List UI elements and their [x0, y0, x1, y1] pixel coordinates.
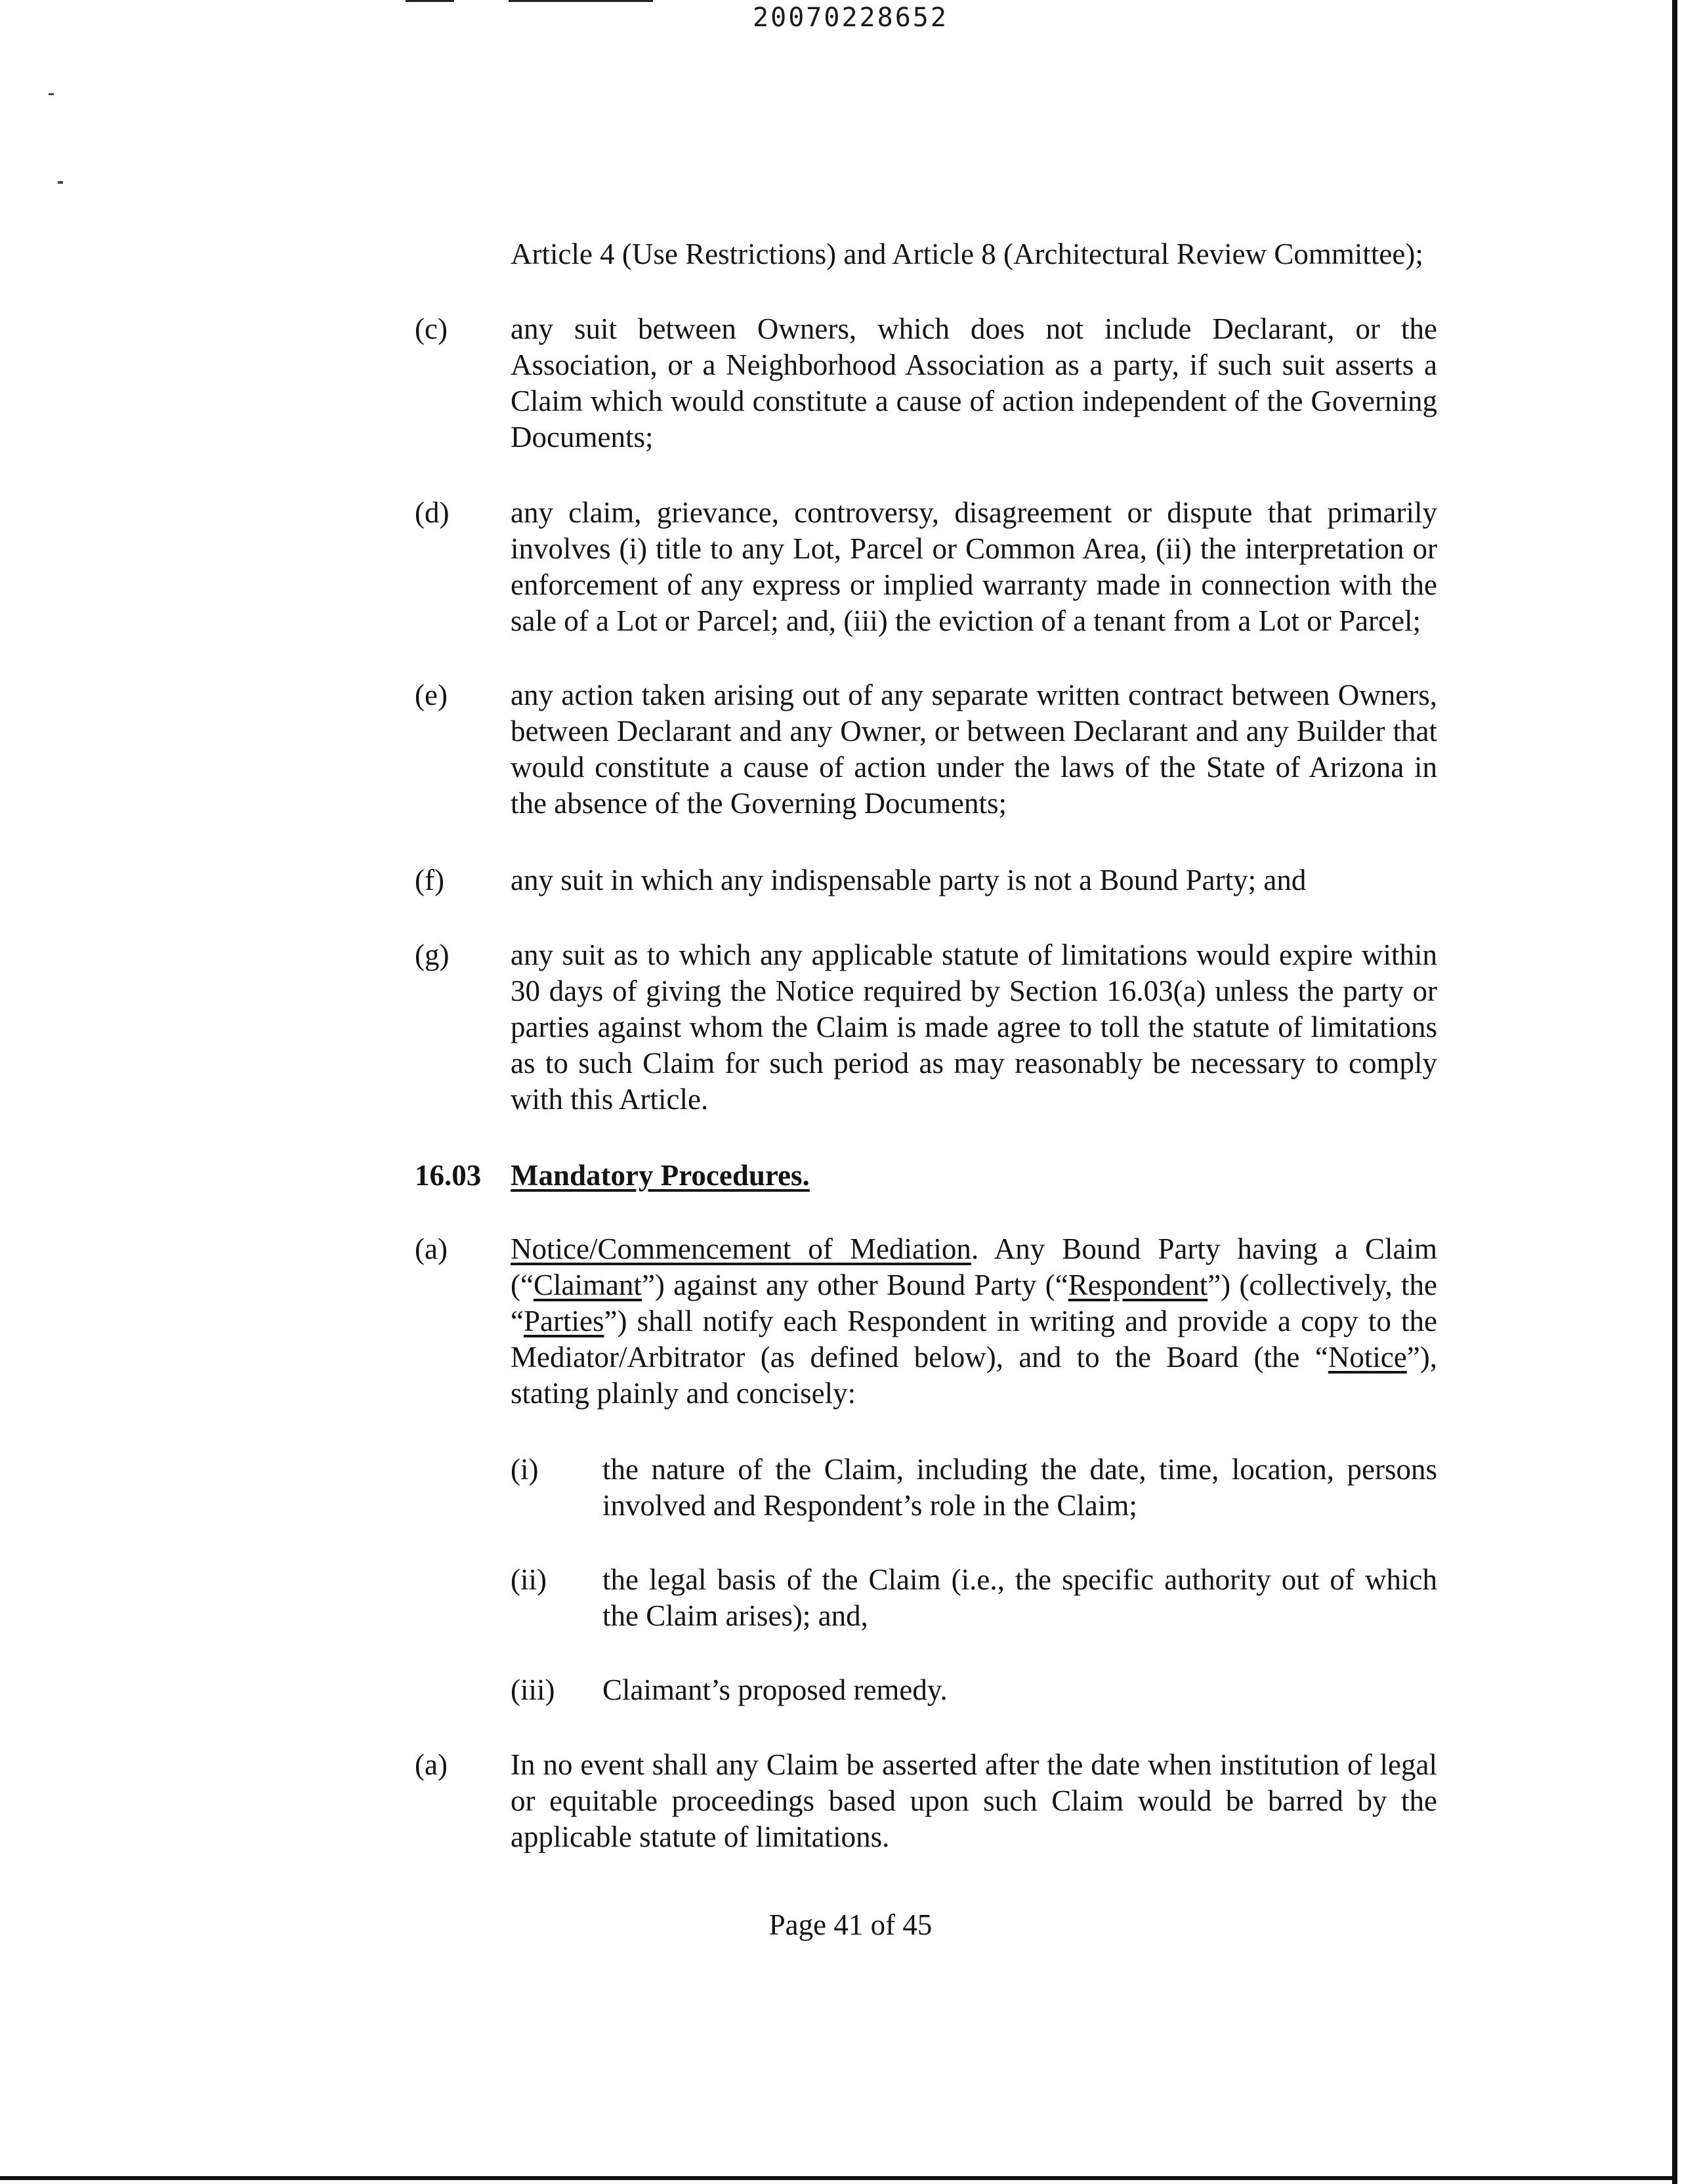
para-a-heading: Notice/Commencement of Mediation — [511, 1232, 971, 1265]
scan-page-edge-right — [1672, 0, 1677, 2184]
item-label-c: (c) — [415, 312, 448, 345]
para-a-text-part: ”) (collectively, the “ — [511, 1269, 1437, 1337]
item-text-c: any suit between Owners, which does not include Declarant, or the Association, or a Neighborhood Association as a party, if such suit asserts a Claim which would constitute a cause of action independent of the Governing Documents; — [511, 312, 1437, 453]
item-label-e: (e) — [415, 679, 448, 711]
item-text-e: any action taken arising out of any separate written contract between Owners, between Declarant and any Owner, or between Declarant and any Builder that would constitute a cause of action under the laws of the State of Arizona in the absence of the Governing Documents; — [511, 679, 1437, 820]
item-text-d: any claim, grievance, controversy, disagreement or dispute that primarily involves (i) title to any Lot, Parcel or Common Area, (ii) the interpretation or enforcement of any express or implied warranty made in connection with the sale of a Lot or Parcel; and, (iii) the eviction of a tenant from a Lot or Parcel; — [511, 496, 1437, 637]
section-title: Mandatory Procedures. — [511, 1159, 810, 1192]
scan-speck — [49, 93, 54, 95]
para-a2-text: In no event shall any Claim be asserted after the date when institution of legal or equitable proceedings based upon such Claim would be barred by the applicable statute of limitations. — [511, 1748, 1437, 1853]
scan-artifact-line — [509, 0, 653, 2]
carryover-line: Article 4 (Use Restrictions) and Article 8 (Architectural Review Committee); — [511, 238, 1423, 270]
para-a-text-part: ”) shall notify each Respondent in writing and provide a copy to the Mediator/Arbitrator (as defined below), and to the Board (the “ — [511, 1305, 1437, 1374]
document-number: 20070228652 — [753, 3, 948, 33]
subitem-label-ii: (ii) — [511, 1563, 547, 1596]
subitem-text-iii: Claimant’s proposed remedy. — [602, 1673, 948, 1706]
page-number: Page 41 of 45 — [768, 1908, 933, 1941]
scan-page-edge-bottom — [0, 2176, 1677, 2180]
scan-artifact-line — [406, 0, 454, 2]
item-text-g: any suit as to which any applicable statute of limitations would expire within 30 days of giving the Notice required by Section 16.03(a) unless the party or parties against whom the Claim is made agree to toll the statute of limitations as to such Claim for such period as may reasonably be necessary to comply with this Article. — [511, 938, 1437, 1116]
defined-term-respondent: Respondent — [1068, 1269, 1208, 1301]
subitem-text-ii: the legal basis of the Claim (i.e., the specific authority out of which the Claim arises); and, — [602, 1563, 1437, 1632]
para-a-label: (a) — [415, 1232, 448, 1265]
item-label-f: (f) — [415, 864, 444, 896]
section-number: 16.03 — [415, 1159, 482, 1192]
item-label-d: (d) — [415, 496, 450, 529]
para-a-text — [511, 1231, 1437, 1412]
para-a-text-part: ”), stating plainly and concisely: — [511, 1341, 1437, 1410]
para-a2-label: (a) — [415, 1748, 448, 1781]
item-label-g: (g) — [415, 938, 450, 971]
scan-speck — [58, 181, 63, 184]
defined-term-claimant: Claimant — [533, 1269, 642, 1301]
subitem-label-i: (i) — [511, 1453, 539, 1486]
subitem-text-i: the nature of the Claim, including the date, time, location, persons involved and Respondent’s role in the Claim; — [602, 1453, 1437, 1522]
defined-term-parties: Parties — [523, 1305, 604, 1337]
defined-term-notice: Notice — [1328, 1341, 1407, 1374]
para-a-text-part: ”) against any other Bound Party (“ — [641, 1269, 1068, 1301]
para-a-text-part: . Any Bound Party having a Claim (“ — [511, 1232, 1437, 1301]
subitem-label-iii: (iii) — [511, 1673, 555, 1706]
item-text-f: any suit in which any indispensable party is not a Bound Party; and — [511, 864, 1307, 896]
